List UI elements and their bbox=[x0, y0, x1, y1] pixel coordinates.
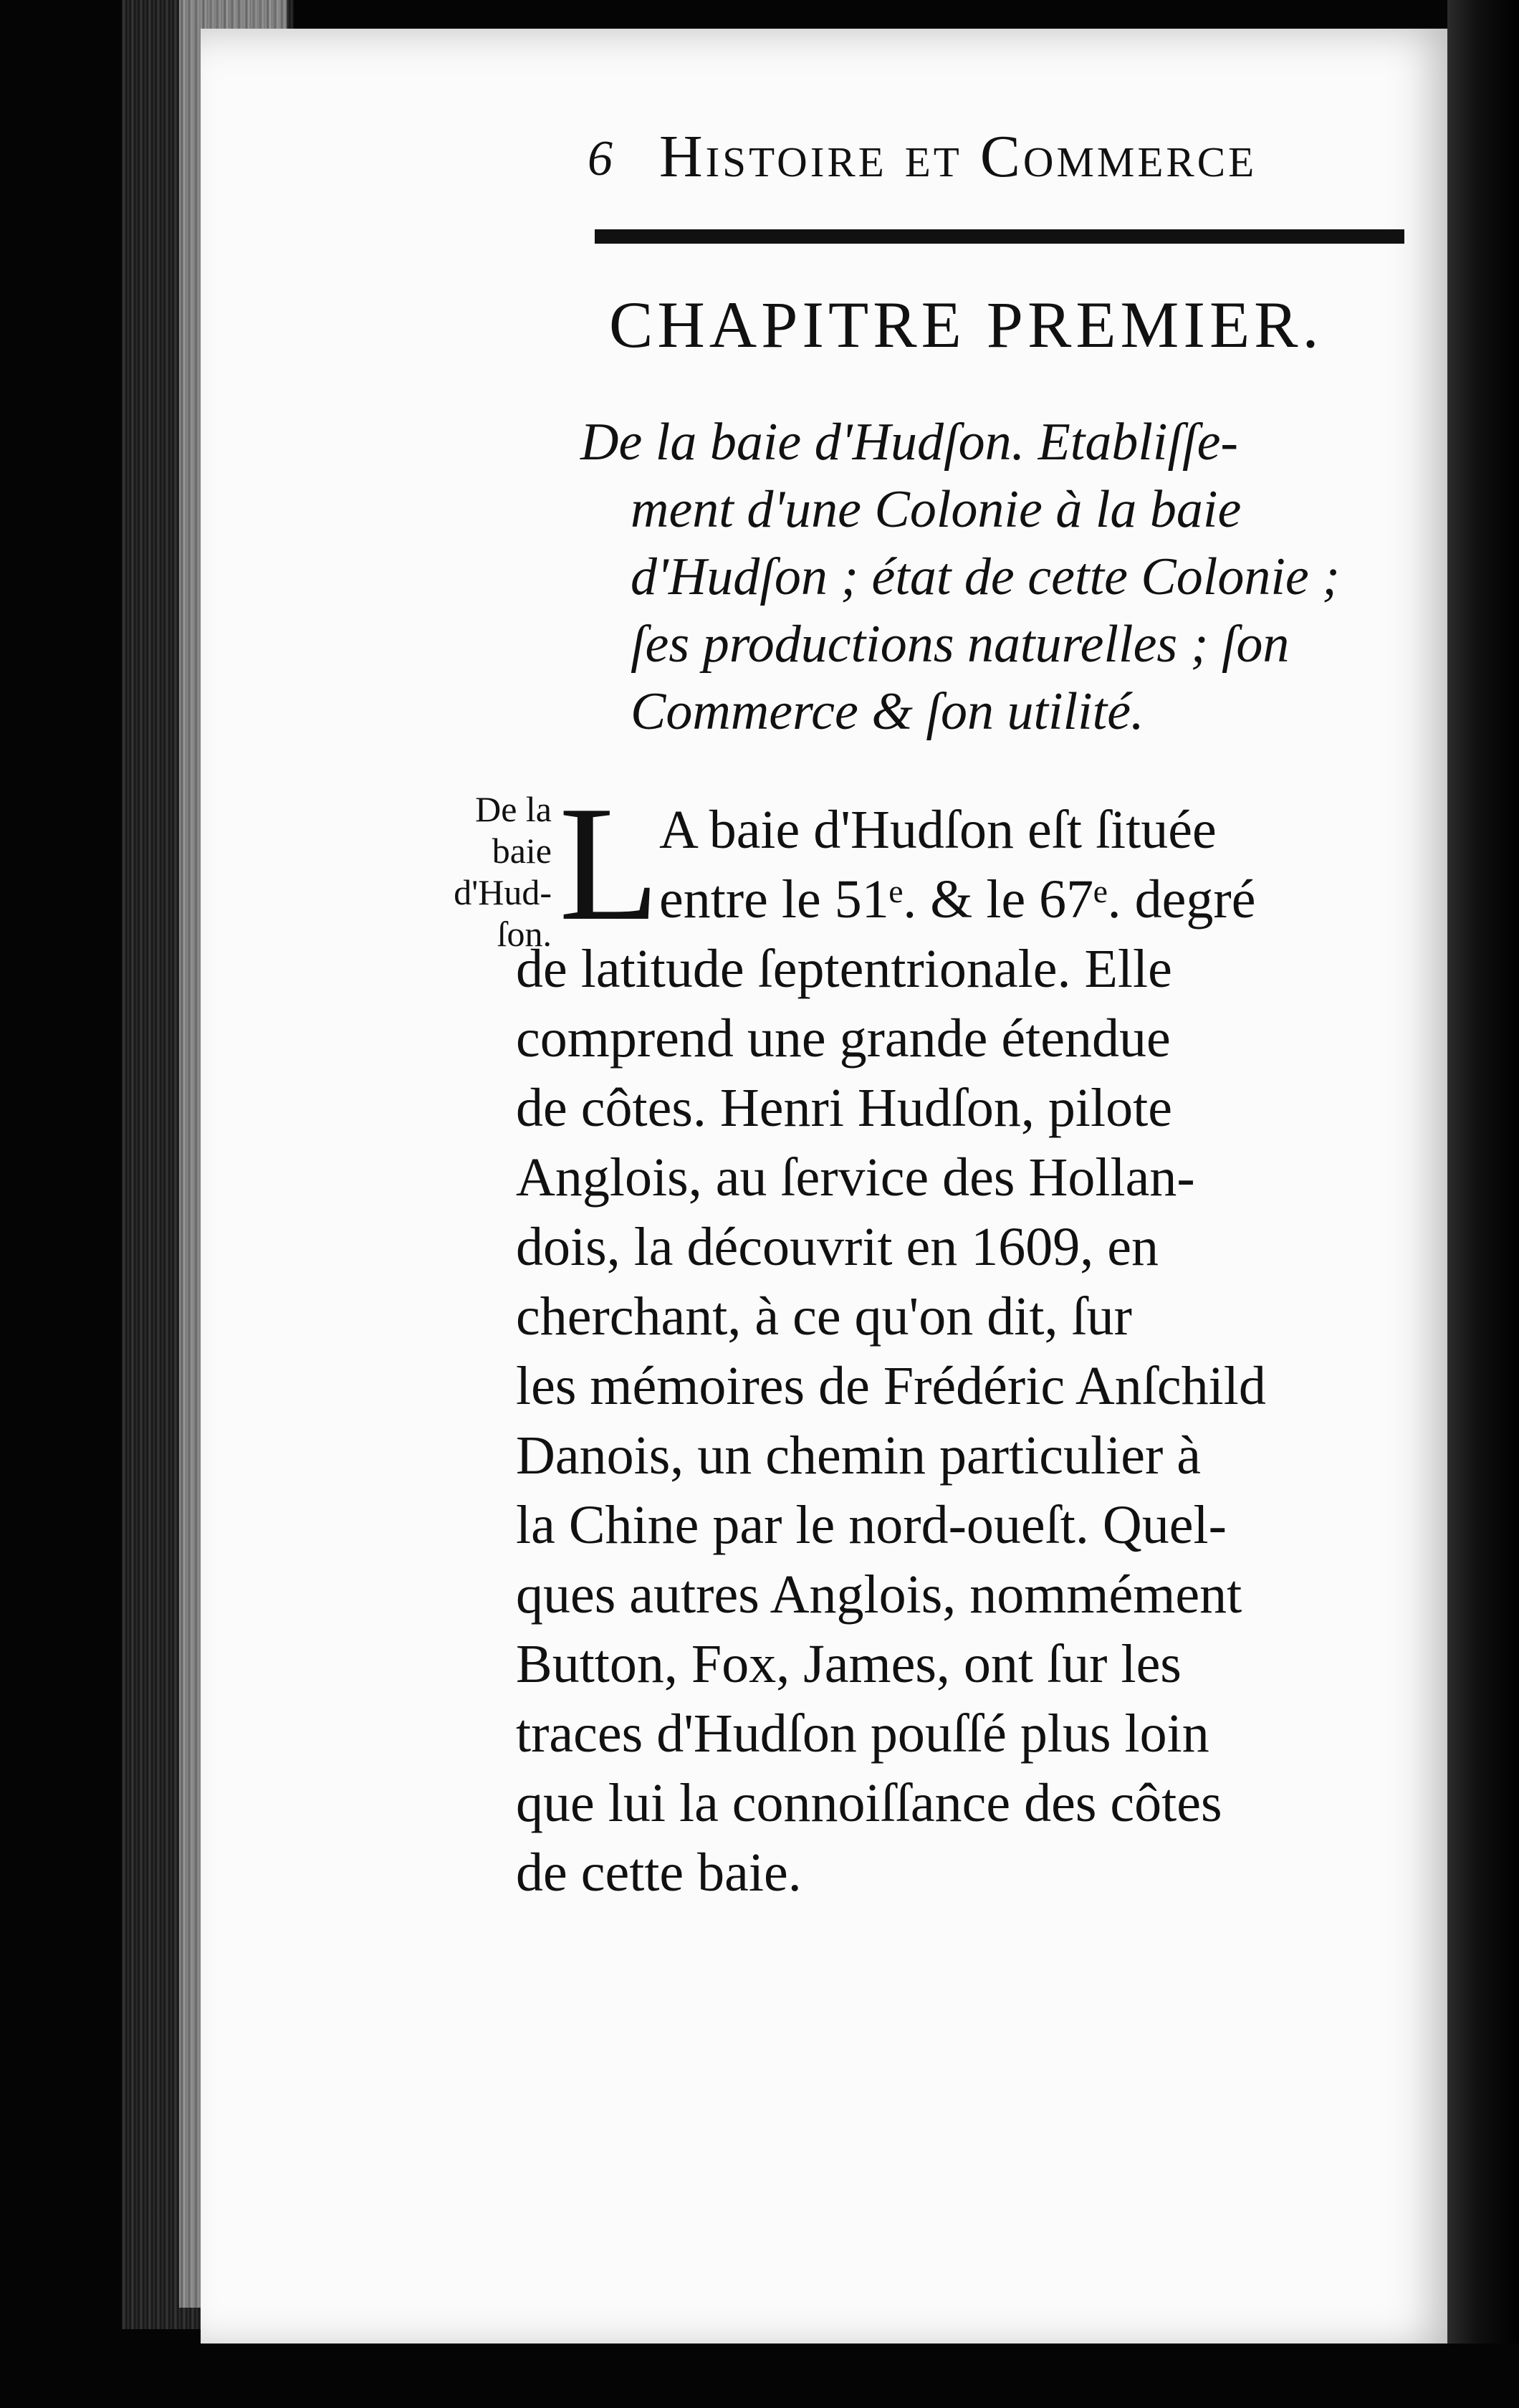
body-line: entre le 51ᵉ. & le 67ᵉ. degré bbox=[659, 869, 1256, 930]
book-gutter-shadow bbox=[1447, 0, 1519, 2408]
body-line: Button, Fox, James, ont ſur les bbox=[516, 1634, 1182, 1694]
summary-line: ſes productions naturelles ; ſon bbox=[631, 615, 1290, 674]
body-line: Anglois, au ſervice des Hollan- bbox=[516, 1147, 1195, 1208]
body-line: de cette baie. bbox=[516, 1843, 802, 1903]
body-line: comprend une grande étendue bbox=[516, 1008, 1171, 1069]
body-line: la Chine par le nord-oueſt. Quel- bbox=[516, 1495, 1227, 1555]
running-head-title: Histoire et Commerce bbox=[659, 123, 1257, 190]
summary-line: De la baie d'Hudſon. Etabliſſe- bbox=[580, 413, 1239, 472]
summary-line: Commerce & ſon utilité. bbox=[631, 682, 1144, 741]
bottom-shadow bbox=[0, 2344, 1519, 2408]
body-line: dois, la découvrit en 1609, en bbox=[516, 1217, 1159, 1277]
chapter-title: CHAPITRE PREMIER. bbox=[609, 288, 1323, 361]
header-rule bbox=[595, 229, 1404, 244]
body-line: cherchant, à ce qu'on dit, ſur bbox=[516, 1286, 1132, 1347]
body-line: les mémoires de Frédéric Anſchild bbox=[516, 1356, 1266, 1416]
body-line: que lui la connoiſſance des côtes bbox=[516, 1773, 1222, 1833]
margin-note-line: ſon. bbox=[497, 914, 552, 954]
body-line: A baie d'Hudſon eſt ſituée bbox=[659, 800, 1217, 860]
body-line: ques autres Anglois, nommément bbox=[516, 1564, 1242, 1625]
summary-line: ment d'une Colonie à la baie bbox=[631, 480, 1242, 539]
margin-note-line: baie bbox=[492, 831, 552, 871]
body-line: traces d'Hudſon pouſſé plus loin bbox=[516, 1704, 1209, 1764]
margin-note-line: De la bbox=[475, 789, 552, 829]
page-number: 6 bbox=[588, 131, 613, 186]
body-line: Danois, un chemin particulier à bbox=[516, 1425, 1202, 1486]
body-line: de latitude ſeptentrionale. Elle bbox=[516, 939, 1172, 999]
body-line: de côtes. Henri Hudſon, pilote bbox=[516, 1078, 1173, 1138]
drop-cap: L bbox=[559, 772, 660, 955]
summary-line: d'Hudſon ; état de cette Colonie ; bbox=[631, 548, 1340, 606]
body-text bbox=[516, 796, 1404, 1908]
margin-note-line: d'Hud- bbox=[454, 872, 552, 912]
chapter-summary bbox=[580, 408, 1419, 745]
running-head bbox=[588, 122, 1361, 201]
